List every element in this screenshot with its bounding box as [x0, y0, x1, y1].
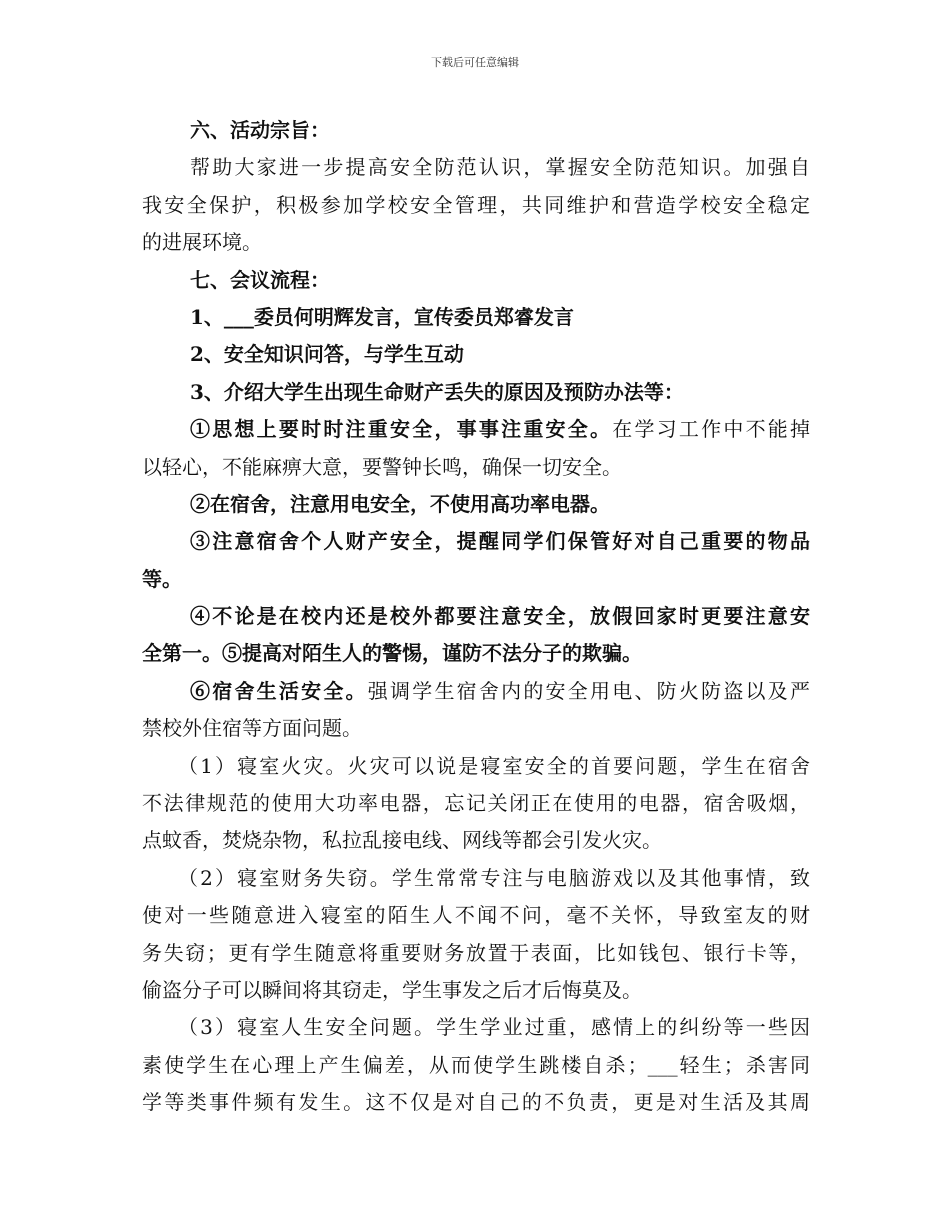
paragraph-line: （3）寝室人生安全问题。学生学业过重，感情上的纠纷等一些因 [178, 1015, 810, 1040]
document-body [142, 112, 810, 1122]
paragraph-line: 学等类事件频有发生。这不仅是对自己的不负责，更是对生活及其周 [142, 1090, 810, 1115]
paragraph-line: 以轻心，不能麻痹大意，要警钟长鸣，确保一切安全。 [142, 454, 622, 479]
paragraph-line: 禁校外住宿等方面问题。 [142, 716, 362, 741]
paragraph-line: 偷盗分子可以瞬间将其窃走，学生事发之后才后悔莫及。 [142, 977, 642, 1002]
point-1-text: 在学习工作中不能掉 [612, 417, 810, 442]
paragraph-line: 点蚊香，焚烧杂物，私拉乱接电线、网线等都会引发火灾。 [142, 828, 662, 853]
paragraph-line: 务失窃；更有学生随意将重要财务放置于表面，比如钱包、银行卡等， [142, 940, 810, 965]
point-3-cont: 等。 [142, 566, 182, 591]
paragraph-line: （1）寝室火灾。火灾可以说是寝室安全的首要问题，学生在宿舍 [178, 753, 810, 778]
paragraph-line: 不法律规范的使用大功率电器，忘记关闭正在使用的电器，宿舍吸烟， [142, 791, 810, 816]
list-item-2: 2、安全知识问答，与学生互动 [190, 342, 464, 367]
paragraph-line [142, 673, 810, 710]
point-6-heading: ⑥宿舍生活安全。 [190, 678, 368, 703]
point-2: ②在宿舍，注意用电安全，不使用高功率电器。 [190, 491, 610, 516]
list-item-1: 1、___委员何明辉发言，宣传委员郑睿发言 [190, 304, 574, 329]
point-6-text: 强调学生宿舍内的安全用电、防火防盗以及严 [367, 678, 810, 703]
header-note: 下载后可任意编辑 [431, 56, 519, 69]
paragraph-line [142, 411, 810, 448]
list-item-3: 3、介绍大学生出现生命财产丢失的原因及预防办法等： [190, 379, 684, 404]
paragraph-line: 帮助大家进一步提高安全防范认识，掌握安全防范知识。加强自 [190, 155, 810, 180]
paragraph-line: 我安全保护，积极参加学校安全管理，共同维护和营造学校安全稳定 [142, 192, 810, 217]
point-4: ④不论是在校内还是校外都要注意安全，放假回家时更要注意安 [190, 604, 810, 629]
point-4-5-cont: 全第一。⑤提高对陌生人的警惕，谨防不法分子的欺骗。 [142, 641, 642, 666]
point-1-heading: ①思想上要时时注重安全，事事注重安全。 [190, 417, 613, 442]
section-heading-six: 六、活动宗旨： [190, 118, 330, 142]
paragraph-line: （2）寝室财务失窃。学生常常专注与电脑游戏以及其他事情，致 [178, 865, 810, 890]
section-heading-seven: 七、会议流程： [190, 267, 330, 292]
paragraph-line: 的进展环境。 [142, 230, 262, 255]
paragraph-line: 素使学生在心理上产生偏差，从而使学生跳楼自杀；___轻生；杀害同 [142, 1052, 810, 1077]
paragraph-line: 使对一些随意进入寝室的陌生人不闻不问，毫不关怀，导致室友的财 [142, 903, 810, 928]
point-3: ③注意宿舍个人财产安全，提醒同学们保管好对自己重要的物品 [190, 529, 810, 554]
